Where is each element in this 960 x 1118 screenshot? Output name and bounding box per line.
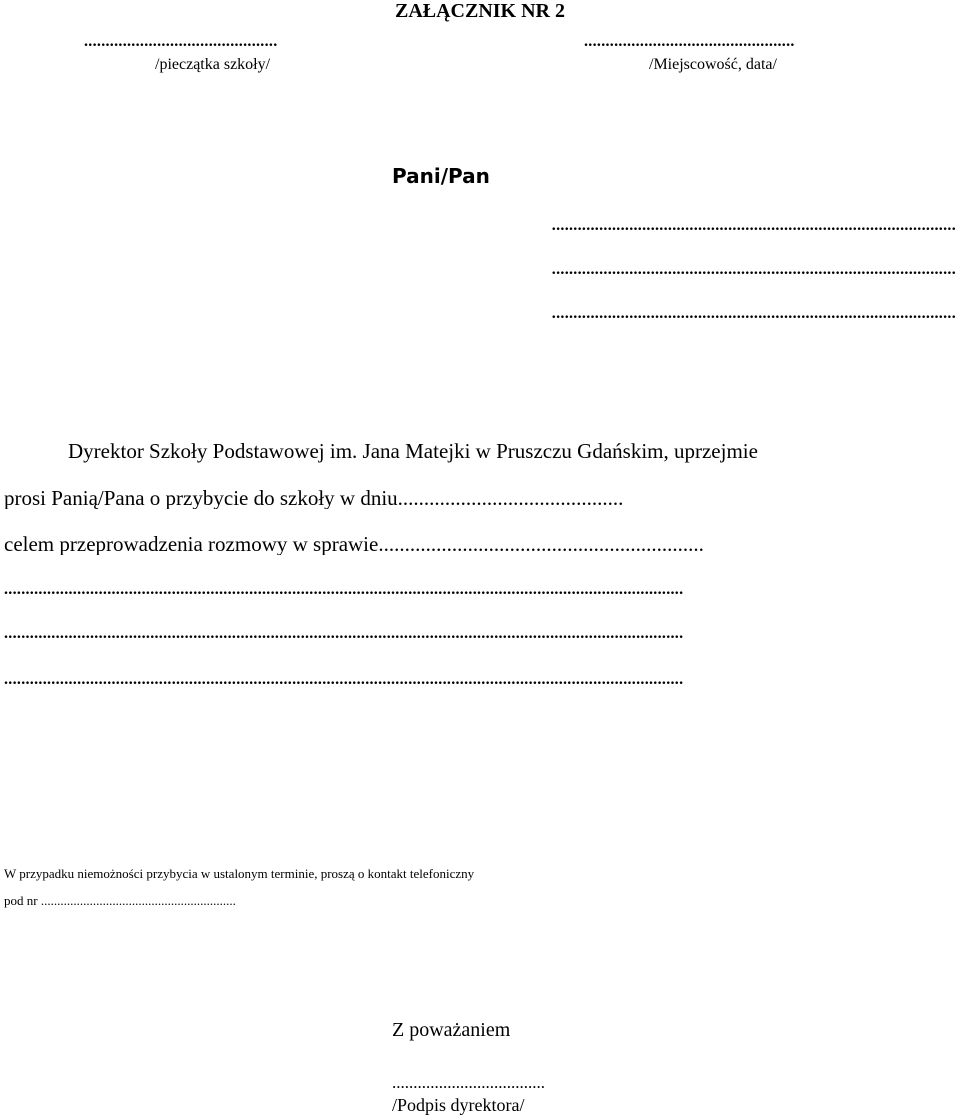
body-line-3: celem przeprowadzenia rozmowy w sprawie.............................................................. xyxy=(4,534,704,555)
signature-dots: .................................... xyxy=(392,1073,545,1092)
addressee-line-3: .............................................................................................. xyxy=(551,306,956,322)
annex-title: ZAŁĄCZNIK NR 2 xyxy=(394,0,566,22)
body-line-1: Dyrektor Szkoły Podstawowej im. Jana Matejki w Pruszczu Gdańskim, uprzejmie xyxy=(68,439,758,463)
phone-number-line: pod nr ............................................................ xyxy=(4,893,236,908)
place-date-dots: ................................................. xyxy=(584,34,795,50)
body-line-2: prosi Panią/Pana o przybycie do szkoły w dniu........................................... xyxy=(4,488,624,509)
body-dotted-line-3: .............................................................................................................................................................. xyxy=(4,672,684,688)
body-dotted-line-1: .............................................................................................................................................................. xyxy=(4,582,684,598)
stamp-label: /pieczątka szkoły/ xyxy=(155,56,271,73)
addressee-line-1: .............................................................................................. xyxy=(551,218,956,234)
stamp-dots: ............................................. xyxy=(84,34,278,50)
addressee-line-2: .............................................................................................. xyxy=(551,262,956,278)
contact-note: W przypadku niemożności przybycia w ustalonym terminie, proszą o kontakt telefoniczny xyxy=(4,866,475,881)
place-date-label: /Miejscowość, data/ xyxy=(649,56,777,73)
signature-label: /Podpis dyrektora/ xyxy=(392,1095,525,1115)
salutation: Pani/Pan xyxy=(392,164,490,188)
body-dotted-line-2: .............................................................................................................................................................. xyxy=(4,626,684,642)
closing-phrase: Z poważaniem xyxy=(392,1019,511,1041)
